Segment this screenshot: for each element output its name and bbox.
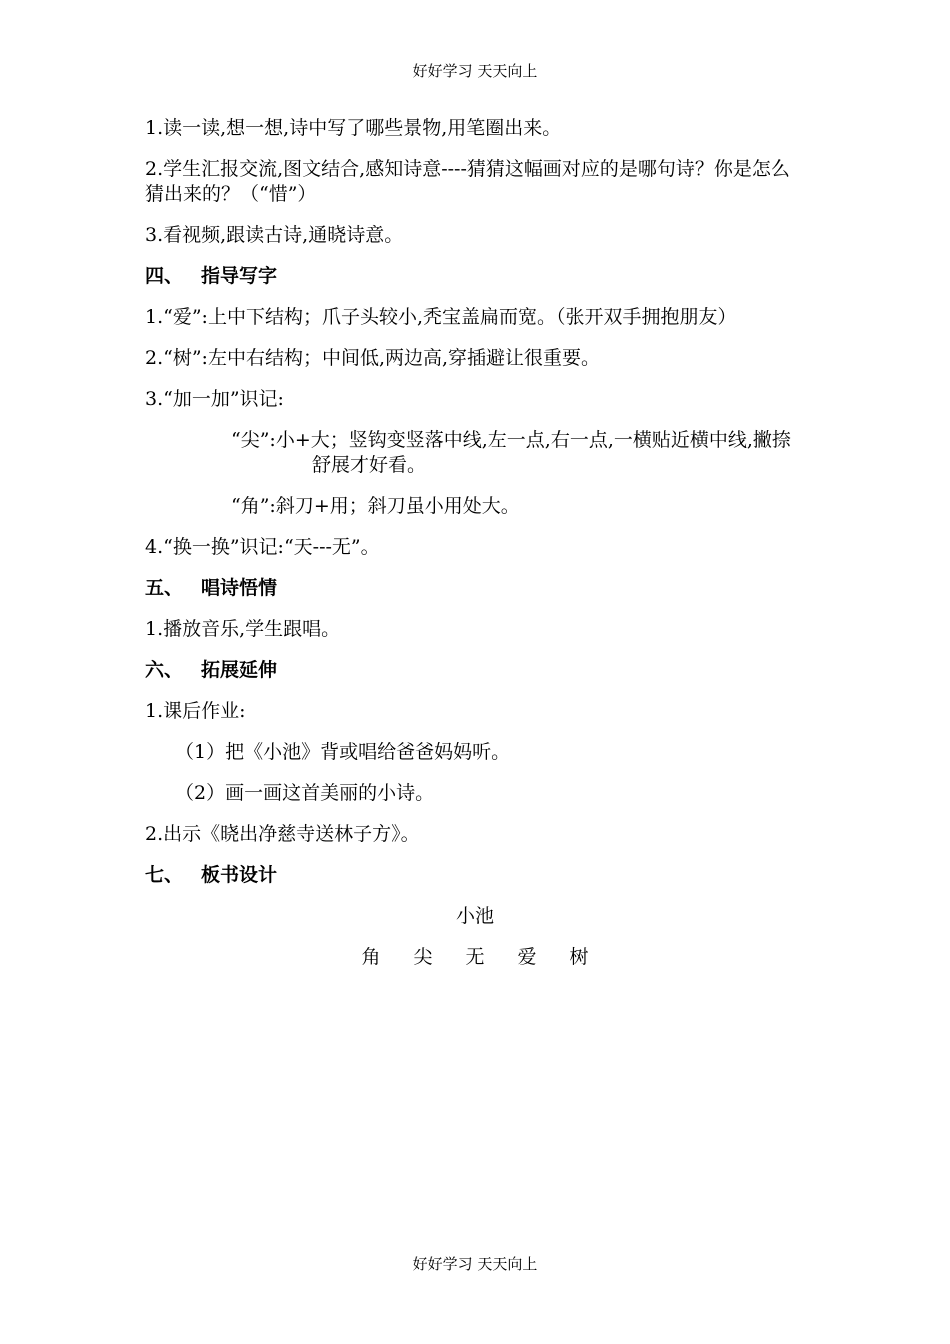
paragraph: “尖”:小+大；竖钩变竖落中线,左一点,右一点,一横贴近横中线,撇捺舒展才好看。 bbox=[231, 429, 791, 476]
section-heading-5 bbox=[145, 576, 795, 601]
paragraph: （1）把《小池》背或唱给爸爸妈妈听。 bbox=[175, 741, 511, 763]
paragraph: 2.学生汇报交流,图文结合,感知诗意----猜猜这幅画对应的是哪句诗？你是怎么猜出来的？（“惜”） bbox=[145, 158, 790, 205]
paragraph: 1.课后作业: bbox=[145, 700, 246, 722]
paragraph: 1.“爱”:上中下结构；爪子头较小,秃宝盖扁而宽。（张开双手拥抱朋友） bbox=[145, 306, 737, 328]
paragraph: 1.播放音乐,学生跟唱。 bbox=[145, 618, 341, 640]
board-char: 无 bbox=[465, 946, 485, 968]
paragraph: 1.读一读,想一想,诗中写了哪些景物,用笔圈出来。 bbox=[145, 117, 562, 139]
section-title: 板书设计 bbox=[201, 864, 278, 886]
section-heading-7 bbox=[145, 863, 795, 888]
page-footer: 好好学习 天天向上 bbox=[412, 1255, 538, 1273]
board-char: 尖 bbox=[413, 946, 433, 968]
board-char: 树 bbox=[569, 946, 589, 968]
section-title: 唱诗悟情 bbox=[201, 577, 278, 599]
board-chars bbox=[145, 945, 795, 970]
paragraph: 3.看视频,跟读古诗,通晓诗意。 bbox=[145, 224, 404, 246]
page-header: 好好学习 天天向上 bbox=[412, 62, 538, 80]
section-number: 七、 bbox=[145, 864, 184, 886]
paragraph: 4.“换一换”识记:“天---无”。 bbox=[145, 536, 380, 558]
document-body bbox=[145, 116, 795, 986]
section-number: 六、 bbox=[145, 659, 184, 681]
paragraph: 2.出示《晓出净慈寺送林子方》。 bbox=[145, 823, 420, 845]
section-number: 五、 bbox=[145, 577, 184, 599]
section-heading-6 bbox=[145, 658, 795, 683]
board-title: 小池 bbox=[455, 905, 494, 927]
paragraph: （2）画一画这首美丽的小诗。 bbox=[175, 782, 435, 804]
board-char: 爱 bbox=[517, 946, 537, 968]
board-char: 角 bbox=[361, 946, 381, 968]
section-number: 四、 bbox=[145, 265, 184, 287]
section-title: 拓展延伸 bbox=[201, 659, 278, 681]
section-heading-4 bbox=[145, 264, 795, 289]
paragraph: “角”:斜刀+用；斜刀虽小用处大。 bbox=[231, 495, 520, 517]
section-title: 指导写字 bbox=[201, 265, 278, 287]
paragraph: 2.“树”:左中右结构；中间低,两边高,穿插避让很重要。 bbox=[145, 347, 601, 369]
paragraph: 3.“加一加”识记: bbox=[145, 388, 284, 410]
